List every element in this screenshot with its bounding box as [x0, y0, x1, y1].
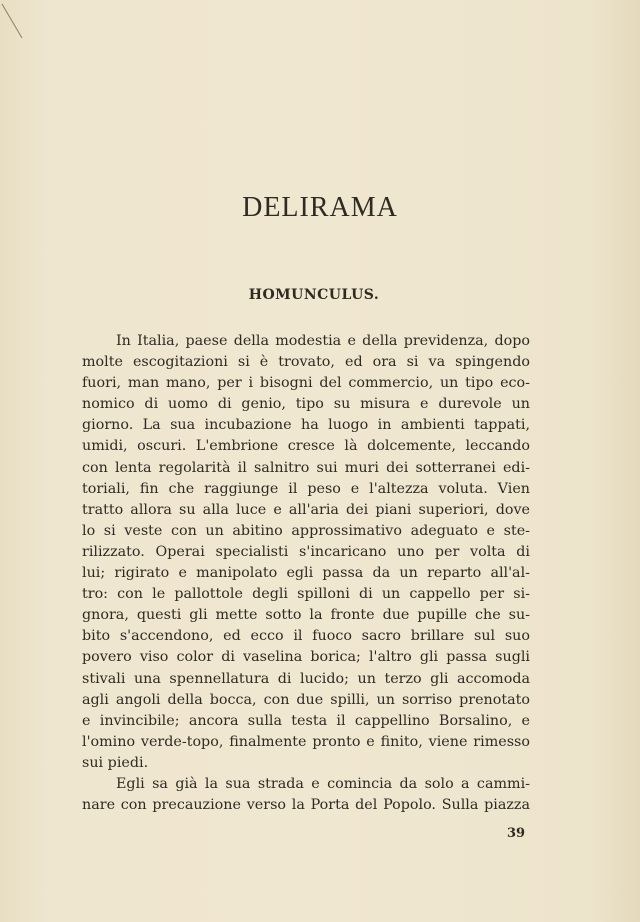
text-line: lo si veste con un abitino approssimativo adeguato e ste-: [82, 522, 530, 539]
text-line: stivali una spennellatura di lucido; un terzo gli accomoda: [82, 670, 530, 687]
text-line: nomico di uomo di genio, tipo su misura e durevole un: [82, 396, 530, 413]
text-line: tratto allora su alla luce e all'aria dei piani superiori, dove: [82, 501, 530, 518]
text-line: rilizzato. Operai specialisti s'incaricano uno per volta di: [82, 543, 530, 560]
text-line: bito s'accendono, ed ecco il fuoco sacro brillare sul suo: [82, 628, 530, 645]
chapter-title: DELIRAMA: [242, 192, 398, 223]
text-line: l'omino verde-topo, finalmente pronto e finito, viene rimesso: [82, 733, 530, 750]
page-corner-crease: [0, 0, 40, 40]
text-line: agli angoli della bocca, con due spilli, un sorriso prenotato: [82, 691, 530, 708]
text-line: Egli sa già la sua strada e comincia da solo a cammi-: [116, 775, 530, 792]
text-line: toriali, fin che raggiunge il peso e l'altezza voluta. Vien: [82, 480, 530, 497]
text-line: lui; rigirato e manipolato egli passa da un reparto all'al-: [82, 565, 530, 582]
text-line: con lenta regolarità il salnitro sui muri dei sotterranei edi-: [82, 459, 530, 476]
text-line: fuori, man mano, per i bisogni del commercio, un tipo eco-: [82, 375, 530, 392]
body-text: [82, 331, 530, 816]
text-line: nare con precauzione verso la Porta del Popolo. Sulla piazza: [82, 797, 530, 814]
text-line: e invincibile; ancora sulla testa il cappellino Borsalino, e: [82, 712, 530, 729]
text-line: povero viso color di vaselina borica; l'altro gli passa sugli: [82, 649, 530, 666]
page-number: 39: [507, 826, 526, 841]
text-line: umidi, oscuri. L'embrione cresce là dolcemente, leccando: [82, 438, 530, 455]
text-line: sui piedi.: [82, 754, 149, 771]
text-line: molte escogitazioni si è trovato, ed ora si va spingendo: [82, 354, 530, 371]
text-line: In Italia, paese della modestia e della previdenza, dopo: [116, 333, 530, 349]
text-line: gnora, questi gli mette sotto la fronte due pupille che su-: [82, 607, 530, 624]
text-line: giorno. La sua incubazione ha luogo in ambienti tappati,: [82, 417, 530, 434]
text-line: tro: con le pallottole degli spilloni di un cappello per si-: [82, 586, 530, 603]
section-heading: HOMUNCULUS.: [248, 287, 380, 303]
